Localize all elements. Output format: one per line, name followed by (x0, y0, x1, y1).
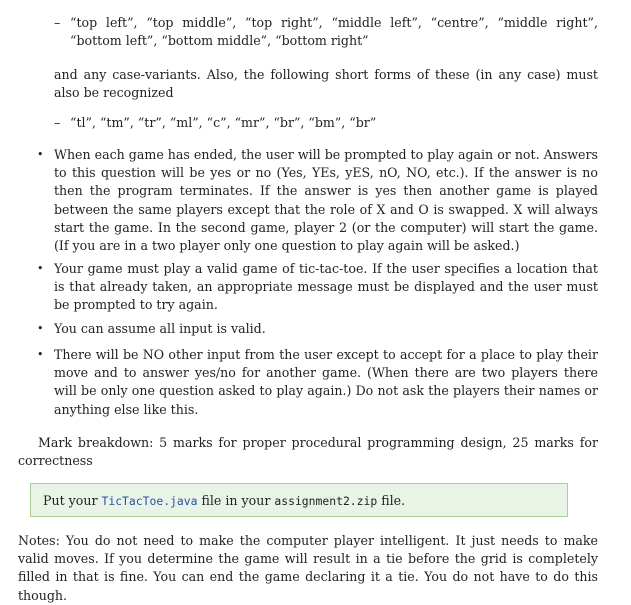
bullet-marker: • (37, 348, 44, 361)
position-names-item (54, 14, 598, 50)
bullet-text: There will be NO other input from the user except to accept for a place to play their move and to answer yes/no for another game. (When there are two players there will be only one question asked to play again.) Do not ask the players their names or anything else like this. (54, 347, 598, 417)
bullet-item-valid-game (37, 260, 598, 315)
submission-suffix: file. (377, 493, 406, 508)
bullet-marker: • (37, 262, 44, 275)
submission-box (30, 483, 568, 517)
submission-middle: file in your (197, 493, 275, 508)
dash-marker: – (54, 15, 61, 30)
bullet-marker: • (37, 148, 44, 161)
short-forms-text: “tl”, “tm”, “tr”, “ml”, “c”, “mr”, “br”, “bm”, “br” (70, 115, 377, 130)
submission-prefix: Put your (43, 493, 102, 508)
bullet-item-input-valid (37, 320, 598, 338)
short-forms-item (54, 114, 598, 132)
bullet-item-play-again (37, 146, 598, 255)
notes-paragraph: Notes: You do not need to make the computer player intelligent. It just needs to make valid moves. If you determine the game will result in a tie before the grid is completely filled in that is fine. You can end the game declaring it a tie. You do not have to do this though. (18, 533, 598, 603)
case-variants-paragraph: and any case-variants. Also, the following short forms of these (in any case) must also be recognized (54, 67, 598, 101)
position-names-text: “top left”, “top middle”, “top right”, “middle left”, “centre”, “middle right”, “bottom left”, “bottom middle”, “bottom right” (70, 15, 598, 49)
bullet-text: You can assume all input is valid. (54, 321, 266, 336)
mark-breakdown: Mark breakdown: 5 marks for proper procedural programming design, 25 marks for correctness (18, 435, 598, 469)
bullet-text: When each game has ended, the user will be prompted to play again or not. Answers to this question will be yes or no (Yes, YEs, yES, nO, NO, etc.). If the answer is no then the program terminates. If the answer is yes then another game is played between the same players except that the role of X and O is swapped. X will always start the game. In the second game, player 2 (or the computer) will start the game. (If you are in a two player only one question to play again will be asked.) (54, 147, 598, 254)
bullet-item-no-other-input (37, 346, 598, 419)
zip-filename: assignment2.zip (274, 494, 378, 508)
bullet-text: Your game must play a valid game of tic-tac-toe. If the user specifies a location that is that already taken, an appropriate message must be displayed and the user must be prompted to try again. (54, 261, 598, 313)
dash-marker: – (54, 115, 61, 130)
java-file-link[interactable]: TicTacToe.java (101, 494, 198, 508)
bullet-marker: • (37, 322, 44, 335)
